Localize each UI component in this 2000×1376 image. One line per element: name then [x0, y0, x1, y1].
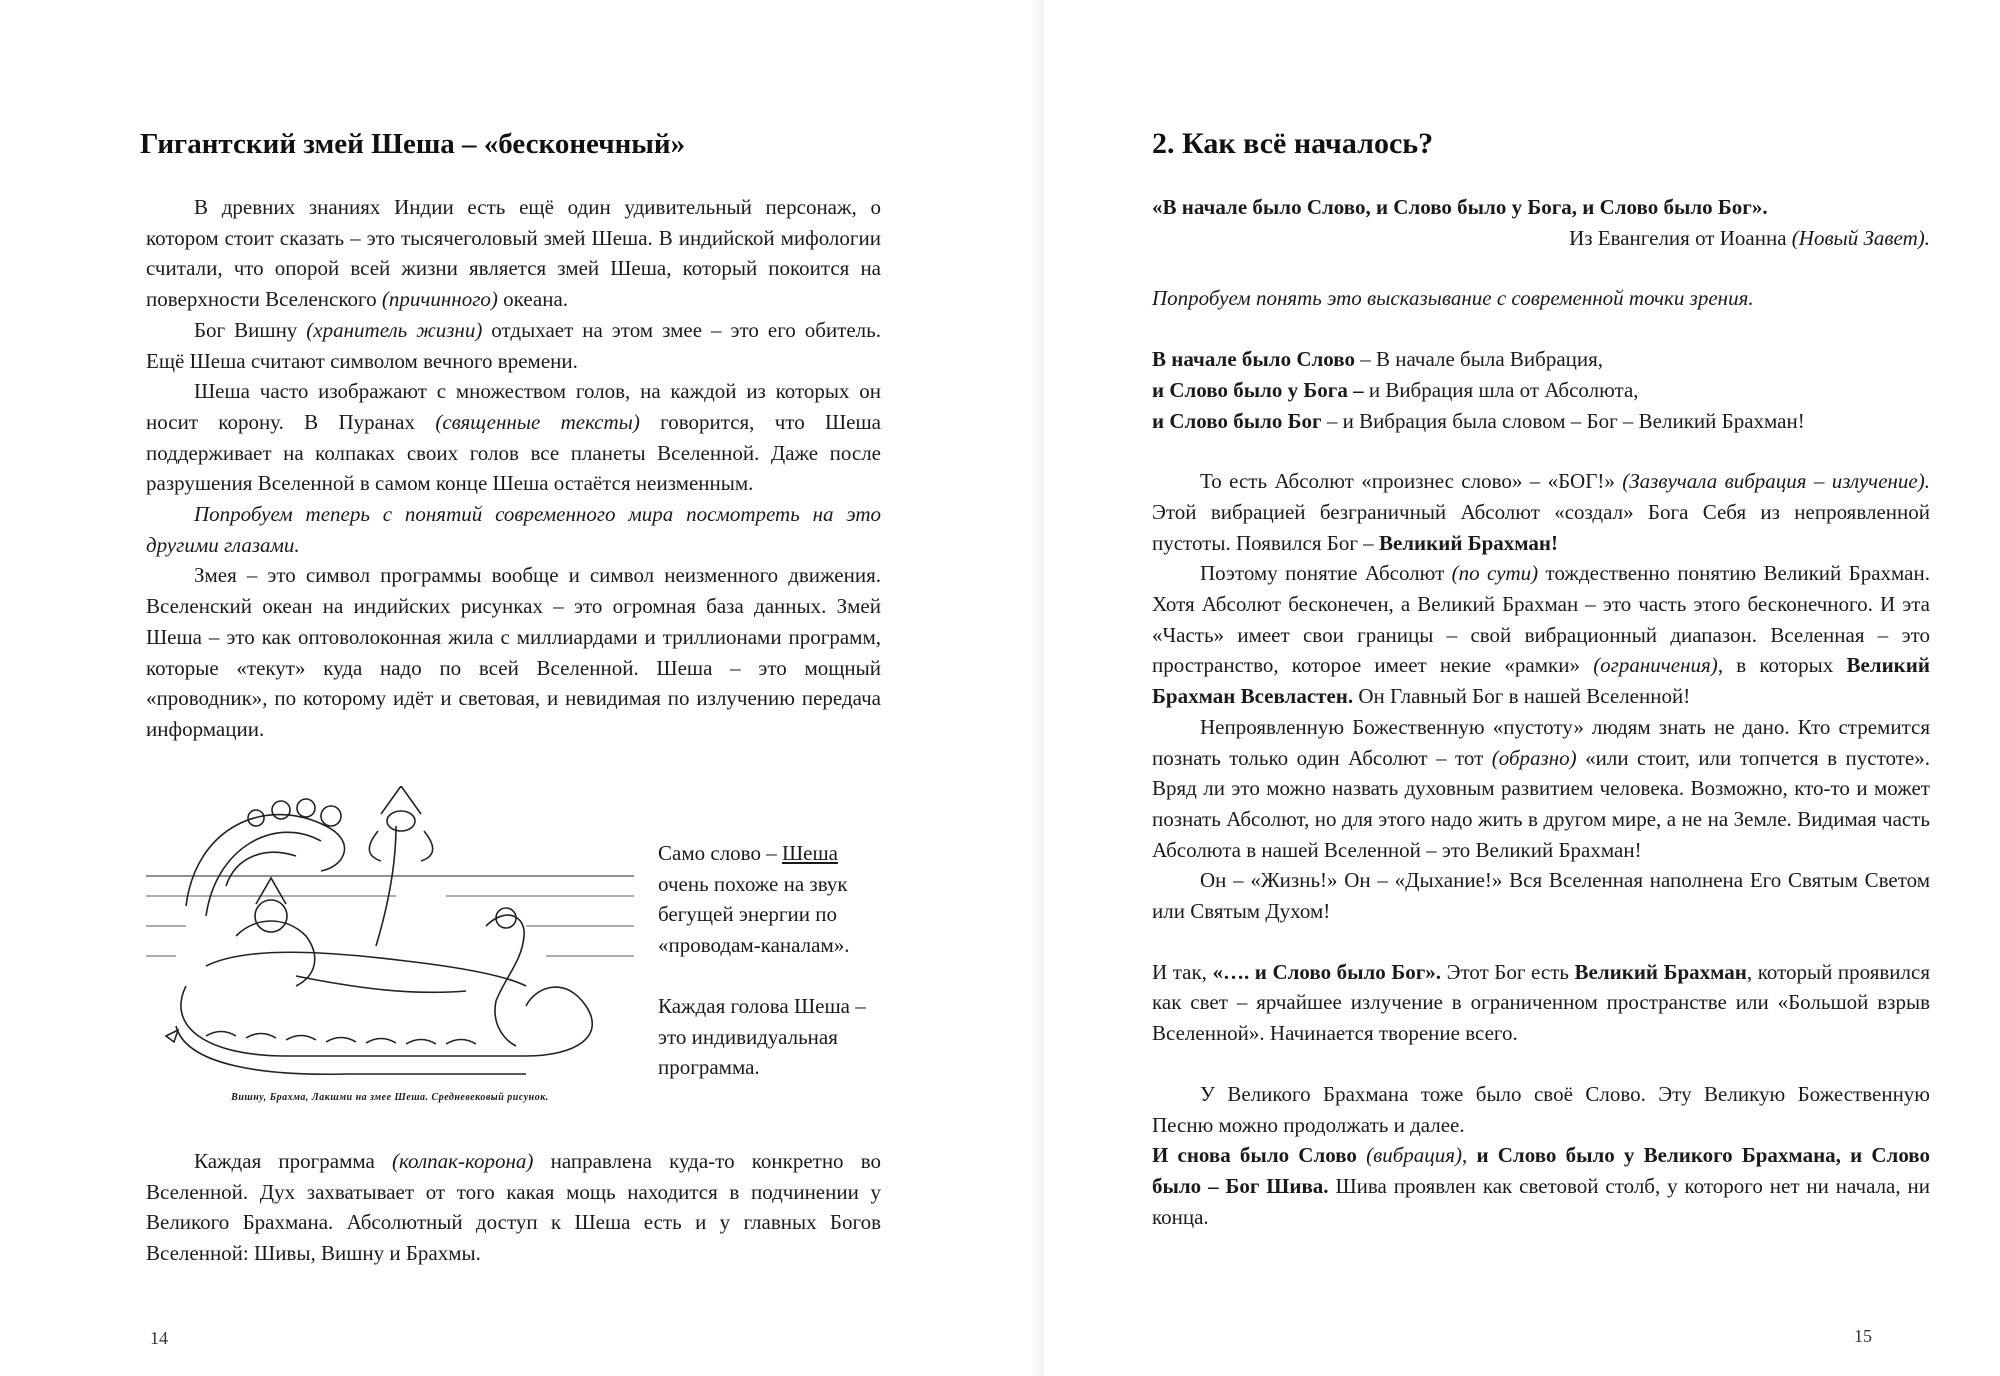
- paragraph: Бог Вишну (хранитель жизни) отдыхает на этом змее – это его обитель. Ещё Шеша считают символом вечного времени.: [146, 317, 881, 373]
- paragraph: Поэтому понятие Абсолют (по сути) тождественно понятию Великий Брахман. Хотя Абсолют бесконечен, а Великий Брахман – это часть этого бесконечного. И эта «Часть» имеет свои границы – свой вибрационный диапазон. Вселенная – это пространство, которое имеет некие «рамки» (ограничения), в которых Великий Брахман Всевластен. Он Главный Бог в нашей Вселенной!: [1152, 561, 1930, 709]
- epigraph-source: Из Евангелия от Иоанна (Новый Завет).: [1569, 225, 1930, 250]
- spacer: [1152, 1049, 1930, 1079]
- spacer: [1152, 436, 1930, 466]
- figure-side-text: [658, 838, 880, 1083]
- spacer: [658, 961, 880, 991]
- paragraph: Каждая программа (колпак-корона) направлена куда-то конкретно во Вселенной. Дух захватывает от того какая мощь находится в подчинении у Великого Брахмана. Абсолютный доступ к Шеша есть и у главных Богов Вселенной: Шивы, Вишну и Брахмы.: [146, 1149, 881, 1266]
- spacer: [1152, 927, 1930, 957]
- figure-caption: Вишну, Брахма, Лакшми на змее Шеша. Средневековый рисунок.: [231, 1092, 549, 1103]
- page-number: 15: [1854, 1326, 1872, 1346]
- paragraph: То есть Абсолют «произнес слово» – «БОГ!» (Зазвучала вибрация – излучение). Этой вибрацией безграничный Абсолют «создал» Бога Себя из непроявленной пустоты. Появился Бог – Великий Брахман!: [1152, 469, 1930, 555]
- paragraph: Шеша часто изображают с множеством голов, на каждой из которых он носит корону. В Пуранах (священные тексты) говорится, что Шеша поддерживает на колпаках своих голов все планеты Вселенной. Даже после разрушения Вселенной в самом конце Шеша остаётся неизменным.: [146, 379, 881, 496]
- interpretation-line: В начале было Слово – В начале была Вибрация,: [1152, 347, 1604, 372]
- paragraph: Он – «Жизнь!» Он – «Дыхание!» Вся Вселенная наполнена Его Святым Светом или Святым Духом!: [1152, 868, 1930, 924]
- paragraph: И так, «…. и Слово было Бог». Этот Бог есть Великий Брахман, который проявился как свет – ярчайшее излучение в ограниченном пространстве или «Большой взрыв Вселенной». Начинается творение всего.: [1152, 959, 1930, 1046]
- paragraph: В древних знаниях Индии есть ещё один удивительный персонаж, о котором стоит сказать – это тысячеголовый змей Шеша. В индийской мифологии считали, что опорой всей жизни является змей Шеша, который покоится на поверхности Вселенского (причинного) океана.: [146, 195, 881, 312]
- paragraph: Непроявленную Божественную «пустоту» людям знать не дано. Кто стремится познать только один Абсолют – тот (образно) «или стоит, или топчется в пустоте». Вряд ли это можно назвать духовным развитием человека. Возможно, кто-то и может познать Абсолют, но для этого надо жить в другом мире, а не на Земле. Видимая часть Абсолюта в нашей Вселенной – это Великий Брахман!: [1152, 714, 1930, 862]
- left-main-text: [146, 192, 881, 745]
- paragraph: Попробуем теперь с понятий современного мира посмотреть на это другими глазами.: [146, 502, 881, 557]
- left-page-heading: Гигантский змей Шеша – «бесконечный»: [140, 128, 686, 160]
- page-number: 14: [150, 1328, 168, 1348]
- shesha-illustration: [146, 786, 634, 1116]
- vishnu-on-shesha-drawing: [146, 786, 634, 1086]
- right-main-text: [1152, 192, 1930, 1232]
- left-lower-text: [146, 1146, 881, 1269]
- side-paragraph: Само слово – Шеша очень похоже на звук бегущей энергии по «проводам-каналам».: [658, 841, 850, 958]
- spacer: [1152, 253, 1930, 283]
- paragraph: И снова было Слово (вибрация), и Слово было у Великого Брахмана, и Слово было – Бог Шива. Шива проявлен как световой столб, у которого нет ни начала, ни конца.: [1152, 1143, 1931, 1229]
- intro-line: Попробуем понять это высказывание с современной точки зрения.: [1152, 286, 1754, 311]
- epigraph-quote: «В начале было Слово, и Слово было у Бога, и Слово было Бог».: [1152, 195, 1768, 219]
- interpretation-line: и Слово было у Бога – и Вибрация шла от Абсолюта,: [1152, 377, 1639, 402]
- paragraph: Змея – это символ программы вообще и символ неизменного движения. Вселенский океан на индийских рисунках – это огромная база данных. Змей Шеша – это как оптоволоконная жила с миллиардами и триллионами программ, которые «текут» куда надо по всей Вселенной. Шеша – это мощный «проводник», по которому идёт и световая, и невидимая по излучению передача информации.: [146, 563, 881, 741]
- spacer: [1152, 314, 1930, 344]
- right-page-heading: 2. Как всё началось?: [1152, 127, 1434, 160]
- side-paragraph: Каждая голова Шеша – это индивидуальная программа.: [658, 993, 866, 1080]
- paragraph: У Великого Брахмана тоже было своё Слово. Эту Великую Божественную Песню можно продолжать и далее.: [1152, 1081, 1930, 1137]
- right-page: [1044, 0, 2000, 1376]
- interpretation-line: и Слово было Бог – и Вибрация была словом – Бог – Великий Брахман!: [1152, 408, 1805, 433]
